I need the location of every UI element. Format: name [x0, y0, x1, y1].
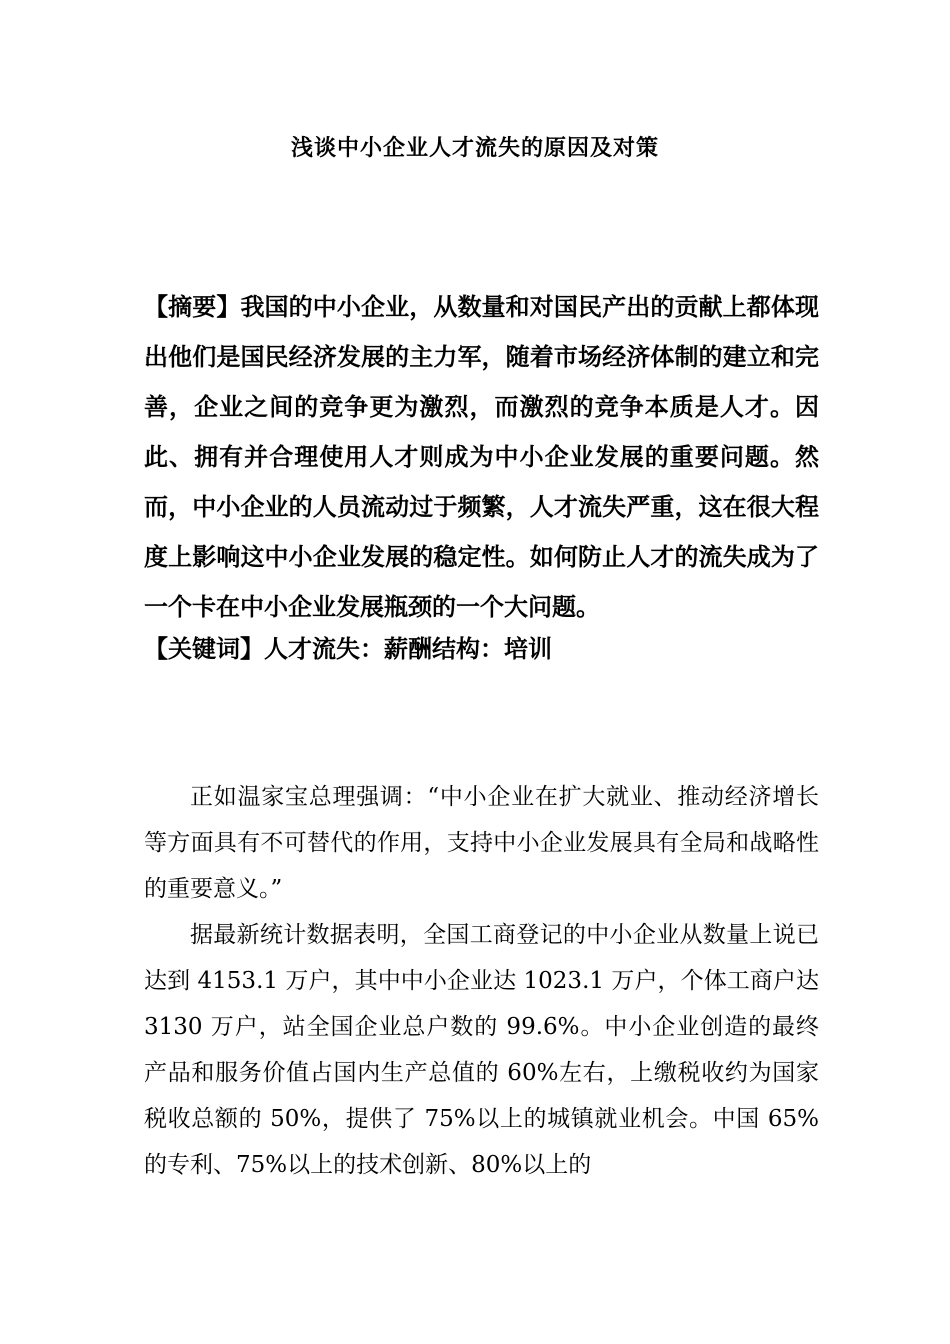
abstract-text: 【摘要】我国的中小企业，从数量和对国民产出的贡献上都体现出他们是国民经济发展的主力军，随着市场经济体制的建立和完善，企业之间的竞争更为激烈，而激烈的竞争本质是人才。因此、拥有并合理使用人才则成为中小企业发展的重要问题。然而，中小企业的人员流动过于频繁，人才流失严重，这在很大程度上影响这中小企业发展的稳定性。如何防止人才的流失成为了一个卡在中小企业发展瓶颈的一个大问题。	[144, 292, 819, 621]
body-paragraph-2: 据最新统计数据表明，全国工商登记的中小企业从数量上说已达到 4153.1 万户，其中中小企业达 1023.1 万户，个体工商户达 3130 万户，站全国企业总户数的 99.6%。中小企业创造的最终产品和服务价值占国内生产总值的 60%左右，上缴税收约为国家税收总额的 50%，提供了 75%以上的城镇就业机会。中国 65%的专利、75%以上的技术创新、80%以上的	[144, 922, 819, 1178]
document-title: 浅谈中小企业人才流失的原因及对策	[290, 135, 659, 161]
keywords-line: 【关键词】人才流失：薪酬结构：培训	[144, 634, 552, 663]
body-paragraph-1: 正如温家宝总理强调：“中小企业在扩大就业、推动经济增长等方面具有不可替代的作用，支持中小企业发展具有全局和战略性的重要意义。”	[144, 784, 819, 902]
body-text	[144, 774, 819, 1188]
abstract-section	[144, 282, 819, 632]
